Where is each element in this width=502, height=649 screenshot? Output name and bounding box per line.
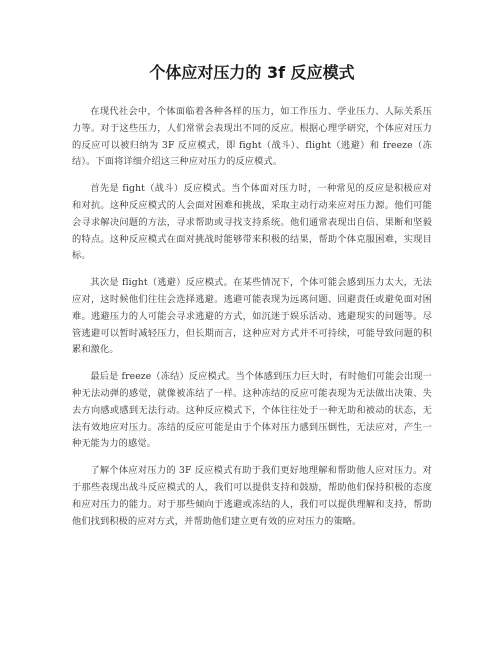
paragraph-conclusion: 了解个体应对压力的 3F 反应模式有助于我们更好地理解和帮助他人应对压力。对于那些表现出战斗反应模式的人，我们可以提供支持和鼓励，帮助他们保持积极的态度和应对压力的能力。对于那些倾向于逃避或冻结的人，我们可以提供理解和支持，帮助他们找到积极的应对方式，并帮助他们建立更有效的应对压力的策略。 — [72, 465, 432, 527]
paragraph-fight: 首先是 fight（战斗）反应模式。当个体面对压力时，一种常见的反应是积极应对和对抗。这种反应模式的人会面对困难和挑战，采取主动行动来应对压力源。他们可能会寻求解决问题的方法，寻求帮助或寻找支持系统。他们通常表现出自信、果断和坚毅的特点。这种反应模式在面对挑战时能够带来积极的结果，帮助个体克服困难，实现目标。 — [72, 183, 432, 262]
paragraph-intro: 在现代社会中，个体面临着各种各样的压力，如工作压力、学业压力、人际关系压力等。对于这些压力，人们常常会表现出不同的反应。根据心理学研究，个体应对压力的反应可以被归纳为 3F 反应模式，即 fight（战斗）、flight（逃避）和 freeze（冻结）。下面将详细介绍这三种应对压力的反应模式。 — [72, 106, 432, 168]
paragraph-freeze: 最后是 freeze（冻结）反应模式。当个体感到压力巨大时，有时他们可能会出现一种无法动弹的感觉，就像被冻结了一样。这种冻结的反应可能表现为无法做出决策、失去方向感或感到无法行动。这种反应模式下，个体往往处于一种无助和被动的状态，无法有效地应对压力。冻结的反应可能是由于个体对压力感到压倒性，无法应对，产生一种无能为力的感觉。 — [72, 371, 432, 450]
document-title: 个体应对压力的 3f 反应模式 — [149, 63, 355, 82]
paragraph-flight: 其次是 flight（逃避）反应模式。在某些情况下，个体可能会感到压力太大，无法应对，这时候他们往往会选择逃避。逃避可能表现为远离问题、回避责任或避免面对困难。逃避压力的人可能会寻求逃避的方式，如沉迷于娱乐活动、逃避现实的问题等。尽管逃避可以暂时减轻压力，但长期而言，这种应对方式并不可持续，可能导致问题的积累和激化。 — [72, 277, 432, 356]
